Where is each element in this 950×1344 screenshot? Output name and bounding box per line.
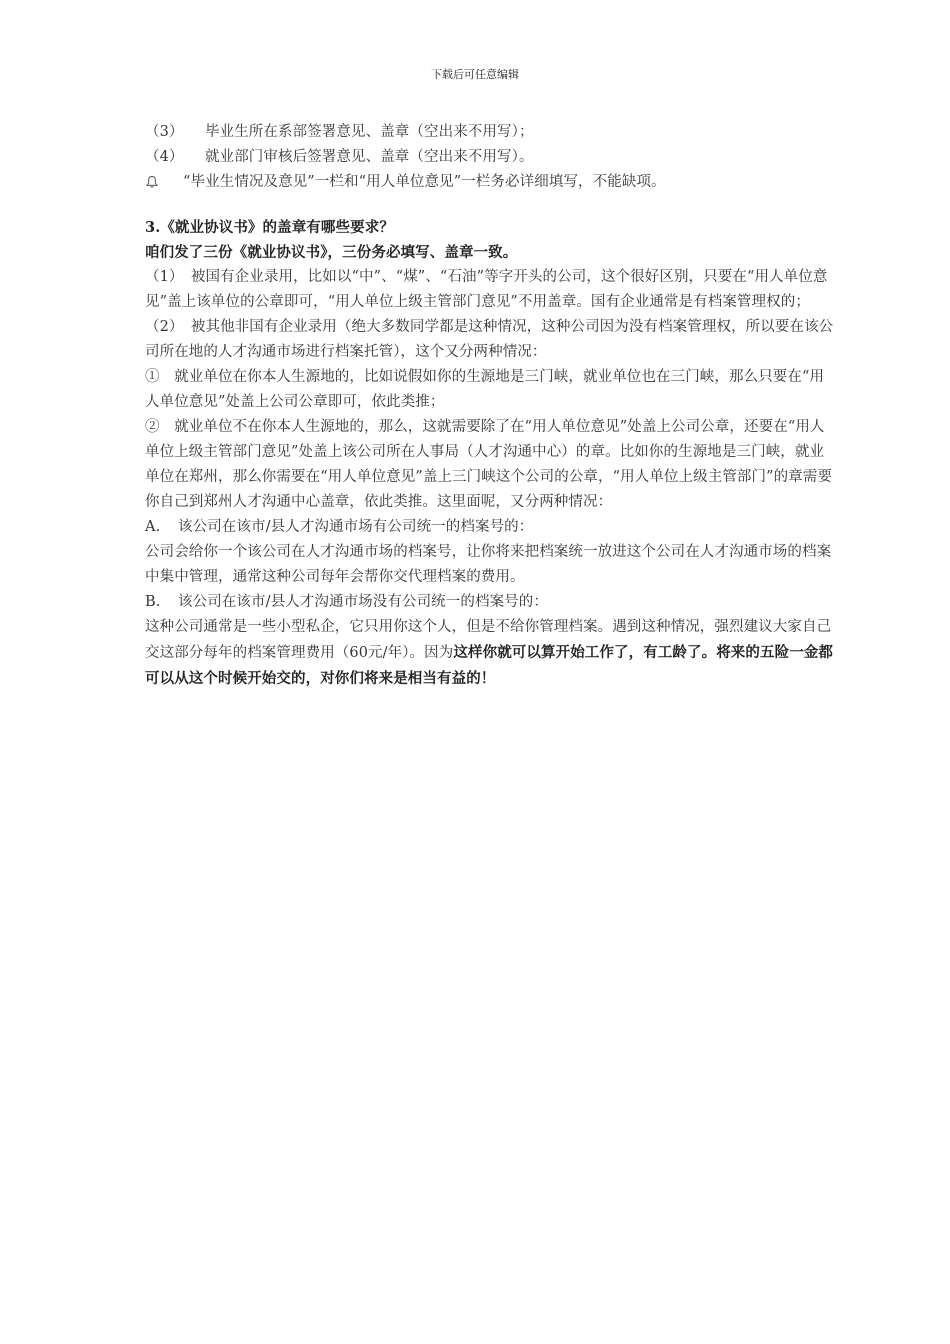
paragraph (145, 615, 835, 692)
paragraph: ② 就业单位不在你本人生源地的，那么，这就需要除了在“用人单位意见”处盖上公司公章，还要在“用人单位上级主管部门意见”处盖上该公司所在人事局（人才沟通中心）的章。比如你的生源地是三门峡，就业单位在郑州，那么你需要在“用人单位意见”盖上三门峡这个公司的公章，“用人单位上级主管部门”的章需要你自己到郑州人才沟通中心盖章，依此类推。这里面呢，又分两种情况： (145, 419, 833, 510)
item-number: （3） (145, 124, 184, 140)
bell-icon (145, 173, 169, 191)
document-body (145, 120, 835, 692)
item-number: （4） (145, 149, 184, 165)
section-title: 3.《就业协议书》的盖章有哪些要求？ (145, 219, 394, 236)
emphasis-text: 这样你就可以算开始工作了，有工龄了。将来的五险一金都可以从这个时候开始交的，对你们将来是相当有益的！ (145, 644, 833, 687)
case-tag: A. (145, 519, 161, 535)
paragraph-text: 这种公司通常是一些小型私企，它只用你这个人，但是不给你管理档案。遇到这种情况，强烈建议大家自己交这部分每年的档案管理费用（60元/年）。因为 (145, 619, 832, 661)
case-title: 该公司在该市/县人才沟通市场有公司统一的档案号的： (178, 519, 534, 535)
item-text: 就业部门审核后签署意见、盖章（空出来不用写）。 (205, 149, 534, 165)
list-item (145, 145, 835, 170)
case-heading (145, 590, 835, 615)
paragraph: ① 就业单位在你本人生源地的，比如说假如你的生源地是三门峡，就业单位也在三门峡，那么只要在“用人单位意见”处盖上公司公章即可，依此类推； (145, 369, 825, 410)
case-heading (145, 515, 835, 540)
paragraph: （1） 被国有企业录用，比如以“中”、“煤”、“石油”等字开头的公司，这个很好区别，只要在“用人单位意见”盖上该单位的公章即可，“用人单位上级主管部门意见”不用盖章。国有企业通常是有档案管理权的； (145, 269, 828, 310)
list-item (145, 120, 835, 145)
paragraph: （2） 被其他非国有企业录用（绝大多数同学都是这种情况，这种公司因为没有档案管理权，所以要在该公司所在地的人才沟通市场进行档案托管），这个又分两种情况： (145, 319, 834, 360)
page-header: 下载后可任意编辑 (431, 68, 519, 81)
case-title: 该公司在该市/县人才沟通市场没有公司统一的档案号的： (178, 594, 548, 610)
case-tag: B. (145, 594, 161, 610)
section-subtitle: 咱们发了三份《就业协议书》，三份务必填写、盖章一致。 (145, 244, 518, 261)
item-text: 毕业生所在系部签署意见、盖章（空出来不用写）； (205, 124, 534, 140)
note-text: “毕业生情况及意见”一栏和“用人单位意见”一栏务必详细填写，不能缺项。 (183, 174, 666, 190)
note-line (145, 170, 835, 195)
paragraph: 公司会给你一个该公司在人才沟通市场的档案号，让你将来把档案统一放进这个公司在人才沟通市场的档案中集中管理，通常这种公司每年会帮你交代理档案的费用。 (145, 544, 832, 585)
